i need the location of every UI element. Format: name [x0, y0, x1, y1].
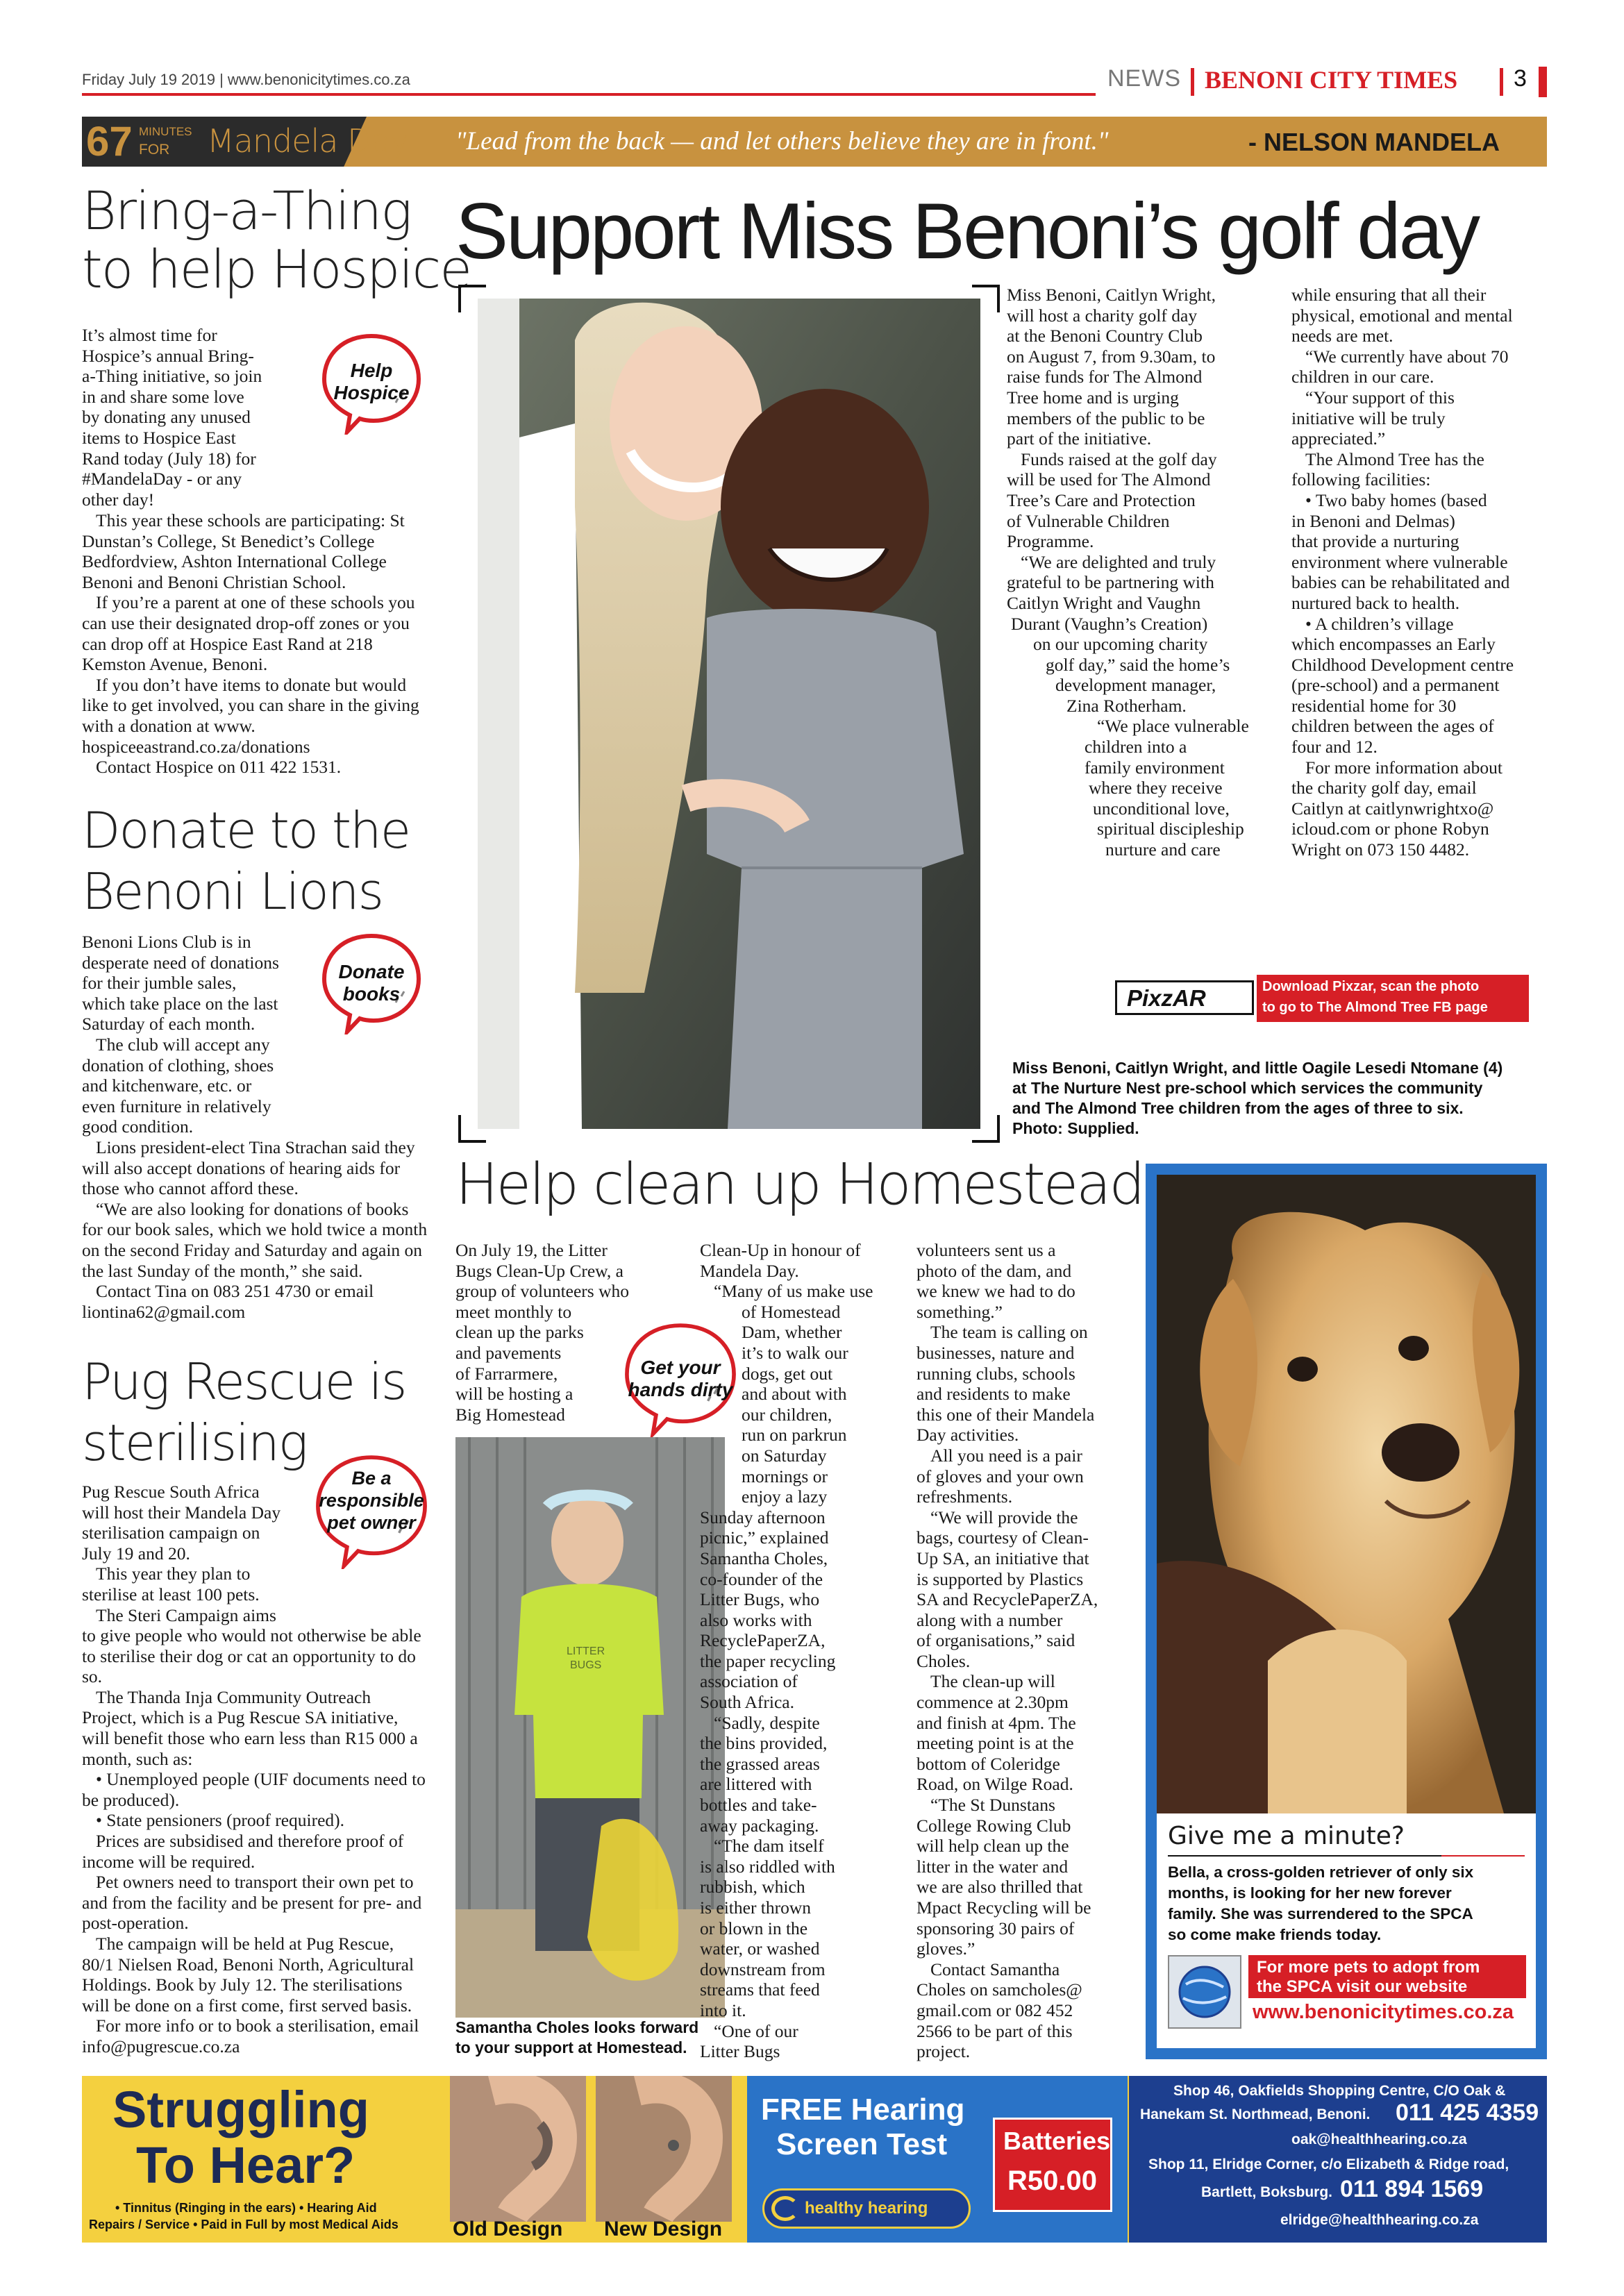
hospice-headline-1: Bring-a-Thing	[82, 180, 411, 242]
text-line: project.	[916, 2041, 971, 2062]
text-line: our children,	[742, 1404, 832, 1425]
text-line: something.”	[916, 1301, 1003, 1322]
paragraph: The Thanda Inja Community Outreach Project, which is a Pug Rescue SA initiative, will benefit those who earn less than R15 000 a month, such as:	[82, 1686, 418, 1769]
shirt-text: LITTER	[567, 1645, 605, 1657]
text-line: Day activities.	[916, 1425, 1019, 1446]
text-line: babies can be rehabilitated and	[1291, 572, 1510, 593]
text-line: South Africa.	[700, 1692, 794, 1713]
pet-more-text: For more pets to adopt from	[1257, 1958, 1480, 1977]
text-line: (pre-school) and a permanent	[1291, 675, 1500, 696]
pet-title-rule-red	[1441, 1855, 1525, 1857]
bubble-line: Be a	[351, 1468, 392, 1489]
text-line: co-founder of the	[700, 1568, 823, 1589]
text-line: July 19 and 20.	[82, 1543, 190, 1564]
golf-photo	[478, 299, 980, 1129]
text-line: sterilisation campaign on	[82, 1523, 260, 1543]
text-line: Hospice’s annual Bring-	[82, 345, 254, 366]
caption-line: at The Nurture Nest pre-school which services the community	[1012, 1079, 1483, 1097]
text-line: meeting point is at the	[916, 1733, 1074, 1754]
text-line: in and share some love	[82, 386, 244, 407]
text-line: unconditional love,	[1093, 798, 1230, 819]
bubble-line: pet owner	[327, 1512, 416, 1533]
text-line: Programme.	[1007, 531, 1094, 552]
ad-services: Repairs / Service • Paid in Full by most Medical Aids	[89, 2218, 399, 2231]
text-line: into it.	[700, 2000, 746, 2020]
text-line: litter in the water and	[916, 1856, 1069, 1877]
text-line: the grassed areas	[700, 1753, 820, 1774]
text-line: environment where vulnerable	[1291, 551, 1508, 572]
text-line: will host their Mandela Day	[82, 1502, 281, 1523]
golf-caption	[1012, 1058, 1547, 1139]
paragraph: Pet owners need to transport their own pet to and from the facility and be present for pre- and post-operation.	[82, 1872, 422, 1934]
text-line: Choles.	[916, 1650, 971, 1671]
pixzar-logo-text: PixzAR	[1127, 985, 1206, 1011]
ad-phone: 011 894 1569	[1340, 2176, 1484, 2202]
golf-headline: Support Miss Benoni’s golf day	[455, 187, 1479, 276]
logo-swirl-icon	[771, 2196, 799, 2221]
pet-text-line: Bella, a cross-golden retriever of only six	[1168, 1863, 1474, 1881]
banner-minutes-bottom: FOR	[139, 142, 170, 158]
text-line: RecyclePaperZA,	[700, 1630, 826, 1651]
text-line: sponsoring 30 pairs of	[916, 1918, 1075, 1938]
text-line: of gloves and your own	[916, 1466, 1084, 1486]
pet-title: Give me a minute?	[1168, 1822, 1405, 1850]
text-line: Big Homestead	[455, 1404, 565, 1425]
text-line: Samantha Choles,	[700, 1548, 828, 1568]
text-line: on August 7, from 9.30am, to	[1007, 346, 1216, 367]
speech-bubble-icon	[621, 1319, 739, 1437]
bubble-line: Hospice	[333, 382, 410, 403]
text-line: on our upcoming charity	[1033, 634, 1208, 655]
pet-more-banner[interactable]	[1248, 1955, 1526, 1998]
text-line: donation of clothing, shoes	[82, 1055, 274, 1075]
free-test-text: FREE Hearing	[761, 2093, 965, 2127]
text-line: residential home for 30	[1291, 695, 1457, 716]
text-line: association of	[700, 1671, 798, 1692]
text-line: bags, courtesy of Clean-	[916, 1527, 1089, 1548]
text-line: commence at 2.30pm	[916, 1692, 1069, 1713]
text-line: at the Benoni Country Club	[1007, 326, 1203, 346]
paragraph: If you’re a parent at one of these schools you can use their designated drop-off zones or you can drop off at Hospice East Rand at 218 Kemston Avenue, Benoni.	[82, 592, 415, 675]
text-line: away packaging.	[700, 1815, 819, 1836]
text-line: Zina Rotherham.	[1066, 695, 1187, 716]
text-line: where they receive	[1089, 778, 1223, 798]
text-line: Sunday afternoon	[700, 1507, 826, 1527]
text-line: golf day,” said the home’s	[1046, 654, 1230, 675]
pet-info-panel	[1157, 1813, 1536, 2048]
text-line: in Benoni and Delmas)	[1291, 510, 1455, 531]
text-line: even furniture in relatively	[82, 1096, 271, 1116]
text-line: icloud.com or phone Robyn	[1291, 819, 1489, 839]
caption-line: Samantha Choles looks forward	[455, 2018, 699, 2036]
text-line: and kitchenware, etc. or	[82, 1075, 252, 1096]
ad-services: • Tinnitus (Ringing in the ears) • Hearing Aid	[115, 2201, 377, 2215]
hearing-ad	[82, 2076, 1547, 2243]
cleanup-caption	[455, 2018, 733, 2058]
text-line: the paper recycling	[700, 1650, 836, 1671]
text-line: water, or washed	[700, 1938, 820, 1959]
text-line: Pug Rescue South Africa	[82, 1482, 260, 1502]
text-line: will help clean up the	[916, 1836, 1069, 1857]
text-line: Durant (Vaughn’s Creation)	[1011, 613, 1208, 634]
text-line: and residents to make	[916, 1384, 1071, 1405]
ad-headline: Struggling	[112, 2081, 369, 2138]
old-design-photo	[450, 2076, 586, 2222]
cleanup-headline: Help clean up Homestead	[455, 1152, 1144, 1218]
caption-line: and The Almond Tree children from the ages of three to six.	[1012, 1099, 1464, 1117]
pug-body	[82, 1625, 429, 2056]
text-line: clean up the parks	[455, 1322, 584, 1343]
photo-samantha-choles	[455, 1437, 725, 2018]
text-line: part of the initiative.	[1007, 428, 1152, 449]
ad-address: Bartlett, Boksburg.	[1201, 2184, 1333, 2200]
text-line: Benoni Lions Club is in	[82, 932, 251, 952]
text-line: On July 19, the Litter	[455, 1240, 608, 1260]
text-line: we knew we had to do	[916, 1281, 1075, 1302]
text-line: The club will accept any	[96, 1034, 270, 1055]
text-line: College Rowing Club	[916, 1815, 1071, 1836]
text-line: that provide a nurturing	[1291, 531, 1459, 552]
bubble-line: hands dirty	[628, 1379, 733, 1400]
paragraph: • Unemployed people (UIF documents need to be produced).	[82, 1769, 426, 1810]
text-line: Mandela Day.	[700, 1260, 799, 1281]
text-line: Miss Benoni, Caitlyn Wright,	[1007, 285, 1216, 305]
text-line: bottles and take-	[700, 1795, 817, 1816]
text-line: this one of their Mandela	[916, 1404, 1095, 1425]
text-line: children into a	[1085, 737, 1187, 757]
text-line: gloves.”	[916, 1938, 976, 1959]
text-line: along with a number	[916, 1609, 1063, 1630]
pet-title-rule	[1168, 1855, 1441, 1857]
text-line: members of the public to be	[1007, 408, 1205, 428]
text-line: Mpact Recycling will be	[916, 1897, 1091, 1918]
paragraph: Contact Tina on 083 251 4730 or email liontina62@gmail.com	[82, 1281, 374, 1322]
text-line: “Sadly, despite	[714, 1712, 820, 1733]
free-test-text: Screen Test	[776, 2127, 948, 2161]
banner-minutes: 67	[86, 118, 133, 165]
text-line: which encompasses an Early	[1291, 634, 1496, 655]
paragraph: • State pensioners (proof required).	[96, 1810, 345, 1831]
ad-email: elridge@healthhearing.co.za	[1280, 2212, 1479, 2228]
text-line: This year they plan to	[96, 1564, 251, 1584]
lions-headline-1: Donate to the	[82, 801, 410, 860]
text-line: or blown in the	[700, 1918, 808, 1938]
text-line: four and 12.	[1291, 737, 1378, 757]
new-design-label: New Design	[604, 2218, 723, 2240]
text-line: spiritual discipleship	[1097, 819, 1244, 839]
pug-headline-2: sterilising	[82, 1414, 308, 1472]
text-line: and about with	[742, 1384, 847, 1405]
ad-address: Shop 11, Elridge Corner, c/o Elizabeth & Ridge road,	[1148, 2156, 1509, 2172]
new-design-photo	[596, 2076, 732, 2222]
text-line: run on parkrun	[742, 1425, 847, 1446]
ear-icon	[596, 2076, 732, 2222]
text-line: Rand today (July 18) for	[82, 448, 256, 469]
text-line: good condition.	[82, 1116, 194, 1137]
text-line: following facilities:	[1291, 469, 1431, 490]
text-line: “We will provide the	[930, 1507, 1078, 1527]
text-line: is either thrown	[700, 1897, 812, 1918]
text-line: on Saturday	[742, 1445, 827, 1466]
header-divider	[1191, 68, 1194, 96]
caption-line: Miss Benoni, Caitlyn Wright, and little Oagile Lesedi Ntomane (4)	[1012, 1059, 1503, 1077]
text-line: by donating any unused	[82, 407, 251, 428]
text-line: other day!	[82, 489, 155, 510]
pixzar-text: Download Pixzar, scan the photo	[1262, 979, 1480, 994]
text-line: items to Hospice East	[82, 427, 236, 448]
ad-address: Hanekam St. Northmead, Benoni.	[1140, 2106, 1371, 2122]
text-line: nurture and care	[1105, 839, 1221, 860]
text-line: “The dam itself	[714, 1836, 824, 1857]
text-line: and finish at 4pm. The	[916, 1712, 1076, 1733]
banner-quote: "Lead from the back — and let others believe they are in front."	[455, 127, 1109, 156]
paragraph: “We are also looking for donations of books for our book sales, which we hold twice a month on the second Friday and Saturday and again on the last Sunday of the month,” she said.	[82, 1198, 428, 1281]
pixzar-banner[interactable]	[1257, 975, 1529, 1022]
text-line: of Vulnerable Children	[1007, 510, 1170, 531]
cleanup-photo	[455, 1437, 725, 2018]
text-line: enjoy a lazy	[742, 1486, 828, 1507]
text-line: the charity golf day, email	[1291, 778, 1477, 798]
old-design-label: Old Design	[453, 2218, 563, 2240]
text-line: Road, on Wilge Road.	[916, 1774, 1073, 1795]
text-line: Contact Samantha	[930, 1959, 1060, 1979]
text-line: children between the ages of	[1291, 716, 1494, 737]
text-line: also works with	[700, 1609, 812, 1630]
lions-headline-2: Benoni Lions	[82, 862, 383, 921]
text-line: is supported by Plastics	[916, 1568, 1084, 1589]
text-line: and pavements	[455, 1342, 562, 1363]
dog-photo	[1157, 1175, 1536, 1813]
ad-address: Shop 46, Oakfields Shopping Centre, C/O Oak &	[1173, 2083, 1506, 2099]
text-line: “We are delighted and truly	[1021, 551, 1216, 572]
text-line: will be used for The Almond	[1007, 469, 1211, 490]
paragraph: The campaign will be held at Pug Rescue, 80/1 Nielsen Road, Benoni North, Agricultural Holdings. Book by July 12. The sterilisations will be done on a first come, first served basis.	[82, 1933, 415, 2016]
bubble-line: Get your	[640, 1357, 721, 1378]
shirt-text: BUGS	[570, 1659, 602, 1671]
healthy-hearing-logo	[762, 2188, 971, 2229]
banner-minutes-top: MINUTES	[139, 125, 192, 138]
pixzar-logo[interactable]	[1115, 980, 1254, 1015]
text-line: streams that feed	[700, 1979, 820, 2000]
text-line: grateful to be partnering with	[1007, 572, 1214, 593]
ad-email: oak@healthhearing.co.za	[1291, 2131, 1467, 2147]
section-label: NEWS	[1107, 65, 1181, 92]
batteries-box	[993, 2118, 1112, 2212]
bubble-line: Help	[350, 360, 393, 381]
paragraph: to give people who would not otherwise be able to sterilise their dog or cat an opportunity to do so.	[82, 1625, 421, 1687]
donate-books-bubble	[319, 930, 424, 1034]
text-line: will be hosting a	[455, 1384, 574, 1405]
paragraph: Contact Hospice on 011 422 1531.	[96, 757, 342, 778]
text-line: it’s to walk our	[742, 1342, 848, 1363]
golf-col-2	[1291, 285, 1555, 860]
photo-bella-retriever	[1157, 1175, 1536, 1813]
text-line: Litter Bugs, who	[700, 1589, 820, 1610]
text-line: of Homestead	[742, 1301, 841, 1322]
pet-box	[1146, 1164, 1547, 2059]
banner-author: - NELSON MANDELA	[1248, 128, 1500, 156]
text-line: SA and RecyclePaperZA,	[916, 1589, 1098, 1610]
text-line: For more information about	[1305, 757, 1502, 778]
page-number: 3	[1514, 65, 1527, 92]
text-line: Up SA, an initiative that	[916, 1548, 1089, 1568]
pet-text-line: so come make friends today.	[1168, 1926, 1382, 1943]
text-line: “One of our	[714, 2020, 798, 2041]
text-line: “Many of us make use	[714, 1281, 873, 1302]
header-divider	[1500, 68, 1503, 96]
caption-line: to your support at Homestead.	[455, 2038, 687, 2056]
hands-dirty-bubble	[621, 1319, 739, 1437]
text-line: • Two baby homes (based	[1305, 489, 1487, 510]
text-line: volunteers sent us a	[916, 1240, 1056, 1260]
site-globe-icon	[1168, 1955, 1241, 2029]
golf-col-1	[1007, 285, 1264, 860]
text-line: The team is calling on	[930, 1322, 1088, 1343]
caption-line: Photo: Supplied.	[1012, 1119, 1139, 1137]
pug-headline-1: Pug Rescue is	[82, 1352, 406, 1411]
mandela-banner	[82, 117, 1547, 167]
text-line: Dam, whether	[742, 1322, 842, 1343]
pug-intro	[82, 1482, 318, 1625]
text-line: bottom of Coleridge	[916, 1753, 1060, 1774]
text-line: • A children’s village	[1305, 613, 1454, 634]
paragraph: Prices are subsidised and therefore proof of income will be required.	[82, 1830, 404, 1872]
cleanup-col-3	[916, 1240, 1139, 2062]
text-line: sterilise at least 100 pets.	[82, 1584, 260, 1604]
header-rule	[82, 93, 1096, 96]
text-line: “We place vulnerable	[1097, 716, 1249, 737]
bubble-line: Donate	[338, 961, 405, 982]
text-line: the bins provided,	[700, 1733, 828, 1754]
text-line: which take place on the last	[82, 993, 278, 1014]
text-line: raise funds for The Almond	[1007, 367, 1203, 387]
text-line: “The St Dunstans	[930, 1795, 1055, 1816]
text-line: a-Thing initiative, so join	[82, 366, 262, 387]
text-line: Caitlyn at caitlynwrightxo@	[1291, 798, 1494, 819]
text-line: 2566 to be part of this	[916, 2020, 1073, 2041]
text-line: running clubs, schools	[916, 1363, 1075, 1384]
text-line: Bugs Clean-Up Crew, a	[455, 1260, 623, 1281]
paragraph: If you don’t have items to donate but would like to get involved, you can share in the giving with a donation at www. hospiceeastrand.co.za/donations	[82, 674, 419, 757]
text-line: Funds raised at the golf day	[1021, 449, 1217, 469]
text-line: Tree’s Care and Protection	[1007, 489, 1196, 510]
text-line: It’s almost time for	[82, 325, 217, 345]
responsible-pet-bubble	[312, 1451, 430, 1569]
lions-intro	[82, 932, 311, 1137]
bubble-line: responsible	[319, 1490, 424, 1511]
text-line: needs are met.	[1291, 326, 1393, 346]
speech-bubble-icon	[319, 930, 424, 1034]
paper-name: BENONI CITY TIMES	[1205, 66, 1458, 94]
lions-body	[82, 1137, 429, 1322]
text-line: dogs, get out	[742, 1363, 833, 1384]
paragraph: Lions president-elect Tina Strachan said they will also accept donations of hearing aids for those who cannot afford these.	[82, 1137, 415, 1199]
hospice-body	[82, 510, 429, 778]
text-line: group of volunteers who	[455, 1281, 629, 1302]
text-line: children in our care.	[1291, 367, 1434, 387]
text-line: mornings or	[742, 1466, 828, 1486]
bubble-line: books	[342, 983, 401, 1005]
hospice-intro	[82, 325, 311, 510]
pet-website-link[interactable]: www.benonicitytimes.co.za	[1253, 2001, 1514, 2023]
text-line: meet monthly to	[455, 1301, 572, 1322]
text-line: Wright on 073 150 4482.	[1291, 839, 1470, 860]
help-hospice-bubble	[319, 330, 424, 435]
text-line: Caitlyn Wright and Vaughn	[1007, 592, 1201, 613]
batteries-label: Batteries	[1003, 2127, 1111, 2155]
text-line: of Farrarmere,	[455, 1363, 558, 1384]
header-end-bar	[1539, 67, 1547, 97]
text-line: Litter Bugs	[700, 2041, 780, 2062]
text-line: Childhood Development centre	[1291, 654, 1514, 675]
ad-phone: 011 425 4359	[1396, 2100, 1539, 2126]
text-line: desperate need of donations	[82, 952, 279, 973]
text-line: initiative will be truly	[1291, 408, 1446, 428]
hospice-headline-2: to help Hospice	[82, 238, 471, 300]
text-line: refreshments.	[916, 1486, 1013, 1507]
paragraph: This year these schools are participating: St Dunstan’s College, St Benedict’s College Bedfordview, Ashton International College Benoni and Benoni Christian School.	[82, 510, 405, 592]
pixzar-text: to go to The Almond Tree FB page	[1262, 1000, 1488, 1015]
text-line: The clean-up will	[930, 1671, 1055, 1692]
ad-headline: To Hear?	[136, 2136, 355, 2194]
pet-text-line: family. She was surrendered to the SPCA	[1168, 1905, 1473, 1922]
batteries-price: R50.00	[1007, 2165, 1097, 2196]
banner-title: Mandela Day	[207, 122, 408, 160]
text-line: Choles on samcholes@	[916, 1979, 1082, 2000]
text-line: Tree home and is urging	[1007, 387, 1179, 408]
text-line: Clean-Up in honour of	[700, 1240, 861, 1260]
text-line: “Your support of this	[1305, 387, 1455, 408]
text-line: businesses, nature and	[916, 1342, 1075, 1363]
text-line: picnic,” explained	[700, 1527, 829, 1548]
text-line: rubbish, which	[700, 1877, 805, 1897]
date-line: Friday July 19 2019 | www.benonicitytimes.co.za	[82, 71, 410, 88]
text-line: gmail.com or 082 452	[916, 2000, 1073, 2020]
text-line: Saturday of each month.	[82, 1014, 256, 1034]
paragraph: For more info or to book a sterilisation, email info@pugrescue.co.za	[82, 2016, 419, 2056]
text-line: we are also thrilled that	[916, 1877, 1083, 1897]
text-line: of organisations,” said	[916, 1630, 1075, 1651]
text-line: physical, emotional and mental	[1291, 305, 1513, 326]
text-line: downstream from	[700, 1959, 826, 1979]
photo-miss-benoni-and-child	[478, 299, 980, 1129]
text-line: photo of the dam, and	[916, 1260, 1072, 1281]
text-line: The Almond Tree has the	[1305, 449, 1484, 469]
pet-more-text: the SPCA visit our website	[1257, 1977, 1468, 1996]
text-line: while ensuring that all their	[1291, 285, 1487, 305]
pet-text-line: months, is looking for her new forever	[1168, 1884, 1452, 1902]
globe-icon	[1169, 1956, 1240, 2027]
text-line: All you need is a pair	[930, 1445, 1082, 1466]
text-line: appreciated.”	[1291, 428, 1386, 449]
text-line: “We currently have about 70	[1305, 346, 1509, 367]
text-line: will host a charity golf day	[1007, 305, 1198, 326]
text-line: are littered with	[700, 1774, 812, 1795]
text-line: The Steri Campaign aims	[96, 1604, 276, 1625]
text-line: family environment	[1085, 757, 1225, 778]
text-line: nurtured back to health.	[1291, 592, 1460, 613]
text-line: #MandelaDay - or any	[82, 469, 242, 489]
text-line: for their jumble sales,	[82, 973, 237, 994]
text-line: is also riddled with	[700, 1856, 835, 1877]
ear-icon	[450, 2076, 586, 2222]
logo-text: healthy hearing	[805, 2199, 928, 2218]
pet-text	[1168, 1862, 1529, 1945]
text-line: development manager,	[1055, 675, 1216, 696]
